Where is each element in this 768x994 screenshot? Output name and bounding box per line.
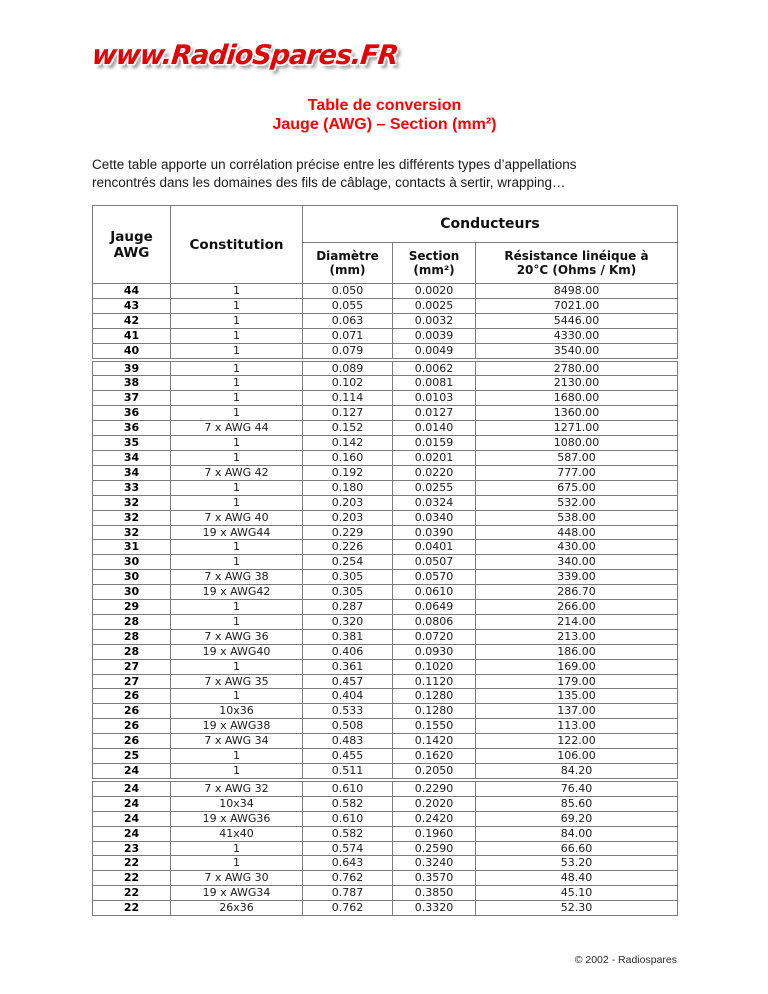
cell-diametre-mm: 0.114: [303, 391, 393, 406]
table-row: [93, 764, 678, 779]
cell-resistance-ohms-km: 66.60: [476, 841, 678, 856]
cell-section-mm2: 0.0610: [393, 585, 476, 600]
table-row: [93, 629, 678, 644]
table-row: [93, 361, 678, 376]
cell-constitution: 1: [171, 298, 303, 313]
table-row: [93, 510, 678, 525]
cell-constitution: 1: [171, 659, 303, 674]
cell-resistance-ohms-km: 214.00: [476, 614, 678, 629]
cell-constitution: 1: [171, 764, 303, 779]
cell-constitution: 19 x AWG36: [171, 811, 303, 826]
header-section-line-2: (mm²): [413, 263, 455, 277]
cell-resistance-ohms-km: 135.00: [476, 689, 678, 704]
table-row: [93, 749, 678, 764]
header-constitution: Constitution: [171, 206, 303, 284]
cell-resistance-ohms-km: 122.00: [476, 734, 678, 749]
table-row: [93, 480, 678, 495]
cell-constitution: 1: [171, 480, 303, 495]
cell-constitution: 1: [171, 361, 303, 376]
page-title: [92, 96, 677, 134]
cell-jauge-awg: 27: [93, 659, 171, 674]
table-row: [93, 391, 678, 406]
header-diametre-line-1: Diamètre: [316, 248, 379, 263]
cell-section-mm2: 0.0103: [393, 391, 476, 406]
cell-jauge-awg: 22: [93, 901, 171, 916]
cell-resistance-ohms-km: 179.00: [476, 674, 678, 689]
cell-resistance-ohms-km: 430.00: [476, 540, 678, 555]
cell-section-mm2: 0.0255: [393, 480, 476, 495]
cell-jauge-awg: 32: [93, 525, 171, 540]
table-row: [93, 811, 678, 826]
cell-section-mm2: 0.0390: [393, 525, 476, 540]
cell-diametre-mm: 0.055: [303, 298, 393, 313]
copyright-footer: © 2002 - Radiospares: [574, 954, 677, 967]
cell-constitution: 1: [171, 406, 303, 421]
cell-section-mm2: 0.1280: [393, 704, 476, 719]
table-row: [93, 450, 678, 465]
cell-section-mm2: 0.0159: [393, 436, 476, 451]
cell-constitution: 1: [171, 841, 303, 856]
cell-diametre-mm: 0.404: [303, 689, 393, 704]
table-row: [93, 689, 678, 704]
cell-diametre-mm: 0.226: [303, 540, 393, 555]
table-row: [93, 585, 678, 600]
cell-constitution: 19 x AWG44: [171, 525, 303, 540]
cell-jauge-awg: 31: [93, 540, 171, 555]
cell-section-mm2: 0.2050: [393, 764, 476, 779]
cell-jauge-awg: 22: [93, 871, 171, 886]
cell-section-mm2: 0.3850: [393, 886, 476, 901]
cell-constitution: 7 x AWG 34: [171, 734, 303, 749]
cell-jauge-awg: 34: [93, 450, 171, 465]
cell-diametre-mm: 0.511: [303, 764, 393, 779]
cell-resistance-ohms-km: 186.00: [476, 644, 678, 659]
cell-diametre-mm: 0.508: [303, 719, 393, 734]
cell-diametre-mm: 0.582: [303, 796, 393, 811]
cell-diametre-mm: 0.643: [303, 856, 393, 871]
cell-constitution: 7 x AWG 35: [171, 674, 303, 689]
header-resistance-line-1: Résistance linéique à: [504, 248, 649, 263]
table-row: [93, 871, 678, 886]
title-line-2: Jauge (AWG) – Section (mm²): [272, 116, 497, 133]
table-row: [93, 555, 678, 570]
title-line-1: Table de conversion: [307, 97, 462, 114]
cell-resistance-ohms-km: 675.00: [476, 480, 678, 495]
cell-constitution: 1: [171, 376, 303, 391]
cell-jauge-awg: 30: [93, 570, 171, 585]
cell-diametre-mm: 0.483: [303, 734, 393, 749]
cell-diametre-mm: 0.063: [303, 313, 393, 328]
cell-section-mm2: 0.1120: [393, 674, 476, 689]
cell-constitution: 1: [171, 436, 303, 451]
cell-section-mm2: 0.0062: [393, 361, 476, 376]
cell-section-mm2: 0.0127: [393, 406, 476, 421]
table-row: [93, 704, 678, 719]
cell-resistance-ohms-km: 266.00: [476, 600, 678, 615]
cell-constitution: 10x34: [171, 796, 303, 811]
cell-jauge-awg: 35: [93, 436, 171, 451]
cell-resistance-ohms-km: 7021.00: [476, 298, 678, 313]
cell-diametre-mm: 0.762: [303, 901, 393, 916]
cell-section-mm2: 0.0081: [393, 376, 476, 391]
cell-constitution: 7 x AWG 40: [171, 510, 303, 525]
cell-diametre-mm: 0.582: [303, 826, 393, 841]
cell-section-mm2: 0.0220: [393, 465, 476, 480]
cell-diametre-mm: 0.203: [303, 510, 393, 525]
cell-constitution: 19 x AWG42: [171, 585, 303, 600]
cell-diametre-mm: 0.406: [303, 644, 393, 659]
cell-constitution: 26x36: [171, 901, 303, 916]
cell-constitution: 19 x AWG38: [171, 719, 303, 734]
cell-jauge-awg: 33: [93, 480, 171, 495]
cell-resistance-ohms-km: 538.00: [476, 510, 678, 525]
cell-diametre-mm: 0.229: [303, 525, 393, 540]
cell-section-mm2: 0.0570: [393, 570, 476, 585]
intro-paragraph: [92, 156, 677, 191]
cell-resistance-ohms-km: 532.00: [476, 495, 678, 510]
radiospares-logo: www.RadioSpares.FR: [90, 40, 400, 71]
table-row: [93, 901, 678, 916]
cell-jauge-awg: 26: [93, 689, 171, 704]
cell-jauge-awg: 37: [93, 391, 171, 406]
cell-jauge-awg: 40: [93, 343, 171, 358]
cell-diametre-mm: 0.152: [303, 421, 393, 436]
table-row: [93, 421, 678, 436]
cell-jauge-awg: 24: [93, 796, 171, 811]
table-row: [93, 886, 678, 901]
table-row: [93, 734, 678, 749]
cell-resistance-ohms-km: 85.60: [476, 796, 678, 811]
intro-line-1: Cette table apporte un corrélation précise entre les différents types d’appellations: [92, 157, 577, 172]
cell-jauge-awg: 24: [93, 826, 171, 841]
table-row: [93, 674, 678, 689]
cell-resistance-ohms-km: 340.00: [476, 555, 678, 570]
cell-constitution: 1: [171, 856, 303, 871]
cell-diametre-mm: 0.455: [303, 749, 393, 764]
cell-resistance-ohms-km: 137.00: [476, 704, 678, 719]
header-section: [393, 243, 476, 284]
table-body-section-3: [93, 781, 678, 915]
cell-jauge-awg: 34: [93, 465, 171, 480]
cell-jauge-awg: 28: [93, 614, 171, 629]
header-resistance-line-2: 20°C (Ohms / Km): [516, 263, 637, 277]
intro-line-2: rencontrés dans les domaines des fils de câblage, contacts à sertir, wrapping…: [92, 174, 566, 190]
cell-constitution: 7 x AWG 42: [171, 465, 303, 480]
cell-section-mm2: 0.0324: [393, 495, 476, 510]
header-diametre: [303, 243, 393, 284]
cell-resistance-ohms-km: 286.70: [476, 585, 678, 600]
cell-constitution: 1: [171, 600, 303, 615]
cell-constitution: 7 x AWG 44: [171, 421, 303, 436]
table-row: [93, 525, 678, 540]
cell-diametre-mm: 0.102: [303, 376, 393, 391]
cell-jauge-awg: 39: [93, 361, 171, 376]
table-row: [93, 540, 678, 555]
cell-jauge-awg: 36: [93, 421, 171, 436]
cell-section-mm2: 0.0930: [393, 644, 476, 659]
table-row: [93, 570, 678, 585]
cell-section-mm2: 0.2020: [393, 796, 476, 811]
cell-section-mm2: 0.0025: [393, 298, 476, 313]
cell-resistance-ohms-km: 777.00: [476, 465, 678, 480]
cell-resistance-ohms-km: 339.00: [476, 570, 678, 585]
cell-section-mm2: 0.2420: [393, 811, 476, 826]
cell-jauge-awg: 29: [93, 600, 171, 615]
cell-constitution: 1: [171, 495, 303, 510]
cell-resistance-ohms-km: 2780.00: [476, 361, 678, 376]
table-body-section-2: [93, 361, 678, 778]
header-jauge-line-1: Jauge: [110, 228, 153, 245]
cell-jauge-awg: 24: [93, 764, 171, 779]
table-row: [93, 284, 678, 299]
cell-diametre-mm: 0.457: [303, 674, 393, 689]
cell-section-mm2: 0.3240: [393, 856, 476, 871]
cell-diametre-mm: 0.574: [303, 841, 393, 856]
header-jauge-awg: [93, 206, 171, 284]
cell-constitution: 19 x AWG34: [171, 886, 303, 901]
cell-resistance-ohms-km: 1080.00: [476, 436, 678, 451]
cell-diametre-mm: 0.050: [303, 284, 393, 299]
cell-section-mm2: 0.0032: [393, 313, 476, 328]
cell-resistance-ohms-km: 1271.00: [476, 421, 678, 436]
cell-diametre-mm: 0.787: [303, 886, 393, 901]
table-row: [93, 436, 678, 451]
cell-constitution: 10x36: [171, 704, 303, 719]
cell-resistance-ohms-km: 48.40: [476, 871, 678, 886]
cell-section-mm2: 0.0806: [393, 614, 476, 629]
cell-resistance-ohms-km: 448.00: [476, 525, 678, 540]
cell-constitution: 1: [171, 540, 303, 555]
header-diametre-line-2: (mm): [329, 263, 366, 277]
cell-jauge-awg: 38: [93, 376, 171, 391]
cell-jauge-awg: 27: [93, 674, 171, 689]
cell-constitution: 1: [171, 391, 303, 406]
table-row: [93, 781, 678, 796]
cell-constitution: 41x40: [171, 826, 303, 841]
cell-diametre-mm: 0.533: [303, 704, 393, 719]
table-row: [93, 376, 678, 391]
cell-constitution: 1: [171, 749, 303, 764]
table-row: [93, 644, 678, 659]
cell-jauge-awg: 32: [93, 495, 171, 510]
cell-jauge-awg: 25: [93, 749, 171, 764]
table-row: [93, 614, 678, 629]
cell-jauge-awg: 24: [93, 781, 171, 796]
cell-constitution: 1: [171, 555, 303, 570]
cell-diametre-mm: 0.305: [303, 570, 393, 585]
cell-resistance-ohms-km: 106.00: [476, 749, 678, 764]
cell-constitution: 1: [171, 614, 303, 629]
cell-jauge-awg: 30: [93, 585, 171, 600]
cell-resistance-ohms-km: 84.20: [476, 764, 678, 779]
table-row: [93, 465, 678, 480]
cell-resistance-ohms-km: 5446.00: [476, 313, 678, 328]
cell-section-mm2: 0.2290: [393, 781, 476, 796]
cell-resistance-ohms-km: 213.00: [476, 629, 678, 644]
header-row-group: [93, 206, 678, 243]
cell-section-mm2: 0.3320: [393, 901, 476, 916]
cell-section-mm2: 0.0049: [393, 343, 476, 358]
cell-diametre-mm: 0.381: [303, 629, 393, 644]
cell-resistance-ohms-km: 1360.00: [476, 406, 678, 421]
cell-section-mm2: 0.0340: [393, 510, 476, 525]
header-section-line-1: Section: [408, 248, 460, 263]
table-row: [93, 719, 678, 734]
cell-section-mm2: 0.0201: [393, 450, 476, 465]
cell-jauge-awg: 23: [93, 841, 171, 856]
cell-diametre-mm: 0.079: [303, 343, 393, 358]
table-row: [93, 826, 678, 841]
cell-section-mm2: 0.0720: [393, 629, 476, 644]
cell-resistance-ohms-km: 76.40: [476, 781, 678, 796]
cell-diametre-mm: 0.320: [303, 614, 393, 629]
cell-jauge-awg: 44: [93, 284, 171, 299]
cell-diametre-mm: 0.089: [303, 361, 393, 376]
table-row: [93, 343, 678, 358]
cell-resistance-ohms-km: 52.30: [476, 901, 678, 916]
cell-resistance-ohms-km: 84.00: [476, 826, 678, 841]
cell-jauge-awg: 26: [93, 719, 171, 734]
header-resistance: [476, 243, 678, 284]
cell-resistance-ohms-km: 113.00: [476, 719, 678, 734]
cell-resistance-ohms-km: 3540.00: [476, 343, 678, 358]
cell-section-mm2: 0.0401: [393, 540, 476, 555]
table-body-section-1: [93, 284, 678, 359]
cell-jauge-awg: 28: [93, 629, 171, 644]
cell-constitution: 1: [171, 313, 303, 328]
cell-jauge-awg: 28: [93, 644, 171, 659]
cell-jauge-awg: 32: [93, 510, 171, 525]
cell-constitution: 7 x AWG 32: [171, 781, 303, 796]
cell-section-mm2: 0.0507: [393, 555, 476, 570]
cell-section-mm2: 0.1620: [393, 749, 476, 764]
cell-diametre-mm: 0.192: [303, 465, 393, 480]
cell-resistance-ohms-km: 69.20: [476, 811, 678, 826]
cell-section-mm2: 0.1280: [393, 689, 476, 704]
table-row: [93, 659, 678, 674]
cell-section-mm2: 0.1960: [393, 826, 476, 841]
table-header: [93, 206, 678, 284]
cell-diametre-mm: 0.762: [303, 871, 393, 886]
header-jauge-line-2: AWG: [113, 244, 150, 261]
cell-constitution: 1: [171, 328, 303, 343]
cell-section-mm2: 0.1420: [393, 734, 476, 749]
cell-diametre-mm: 0.203: [303, 495, 393, 510]
cell-constitution: 7 x AWG 36: [171, 629, 303, 644]
cell-constitution: 1: [171, 689, 303, 704]
cell-jauge-awg: 26: [93, 734, 171, 749]
table-row: [93, 328, 678, 343]
cell-resistance-ohms-km: 8498.00: [476, 284, 678, 299]
cell-section-mm2: 0.1020: [393, 659, 476, 674]
cell-constitution: 1: [171, 284, 303, 299]
table-row: [93, 298, 678, 313]
cell-diametre-mm: 0.180: [303, 480, 393, 495]
conversion-table-section-3: [92, 781, 678, 916]
cell-resistance-ohms-km: 1680.00: [476, 391, 678, 406]
cell-diametre-mm: 0.254: [303, 555, 393, 570]
table-row: [93, 856, 678, 871]
cell-constitution: 1: [171, 450, 303, 465]
cell-constitution: 19 x AWG40: [171, 644, 303, 659]
cell-section-mm2: 0.0020: [393, 284, 476, 299]
cell-section-mm2: 0.3570: [393, 871, 476, 886]
cell-section-mm2: 0.2590: [393, 841, 476, 856]
cell-diametre-mm: 0.160: [303, 450, 393, 465]
cell-resistance-ohms-km: 169.00: [476, 659, 678, 674]
cell-section-mm2: 0.0649: [393, 600, 476, 615]
cell-jauge-awg: 22: [93, 886, 171, 901]
table-row: [93, 406, 678, 421]
cell-jauge-awg: 43: [93, 298, 171, 313]
cell-diametre-mm: 0.361: [303, 659, 393, 674]
table-row: [93, 841, 678, 856]
conversion-table: [92, 205, 678, 359]
cell-section-mm2: 0.0039: [393, 328, 476, 343]
table-row: [93, 495, 678, 510]
table-row: [93, 796, 678, 811]
conversion-table-section-2: [92, 361, 678, 779]
cell-diametre-mm: 0.142: [303, 436, 393, 451]
cell-diametre-mm: 0.071: [303, 328, 393, 343]
cell-resistance-ohms-km: 2130.00: [476, 376, 678, 391]
cell-resistance-ohms-km: 53.20: [476, 856, 678, 871]
cell-jauge-awg: 24: [93, 811, 171, 826]
table-row: [93, 313, 678, 328]
cell-diametre-mm: 0.127: [303, 406, 393, 421]
cell-jauge-awg: 30: [93, 555, 171, 570]
cell-resistance-ohms-km: 4330.00: [476, 328, 678, 343]
cell-diametre-mm: 0.305: [303, 585, 393, 600]
cell-constitution: 7 x AWG 30: [171, 871, 303, 886]
cell-jauge-awg: 41: [93, 328, 171, 343]
cell-diametre-mm: 0.287: [303, 600, 393, 615]
cell-section-mm2: 0.0140: [393, 421, 476, 436]
cell-constitution: 7 x AWG 38: [171, 570, 303, 585]
logo-container: [92, 40, 677, 86]
table-row: [93, 600, 678, 615]
cell-constitution: 1: [171, 343, 303, 358]
cell-section-mm2: 0.1550: [393, 719, 476, 734]
cell-resistance-ohms-km: 45.10: [476, 886, 678, 901]
cell-diametre-mm: 0.610: [303, 811, 393, 826]
cell-jauge-awg: 26: [93, 704, 171, 719]
cell-jauge-awg: 22: [93, 856, 171, 871]
cell-jauge-awg: 42: [93, 313, 171, 328]
cell-jauge-awg: 36: [93, 406, 171, 421]
cell-diametre-mm: 0.610: [303, 781, 393, 796]
cell-resistance-ohms-km: 587.00: [476, 450, 678, 465]
header-conducteurs: Conducteurs: [303, 206, 678, 243]
